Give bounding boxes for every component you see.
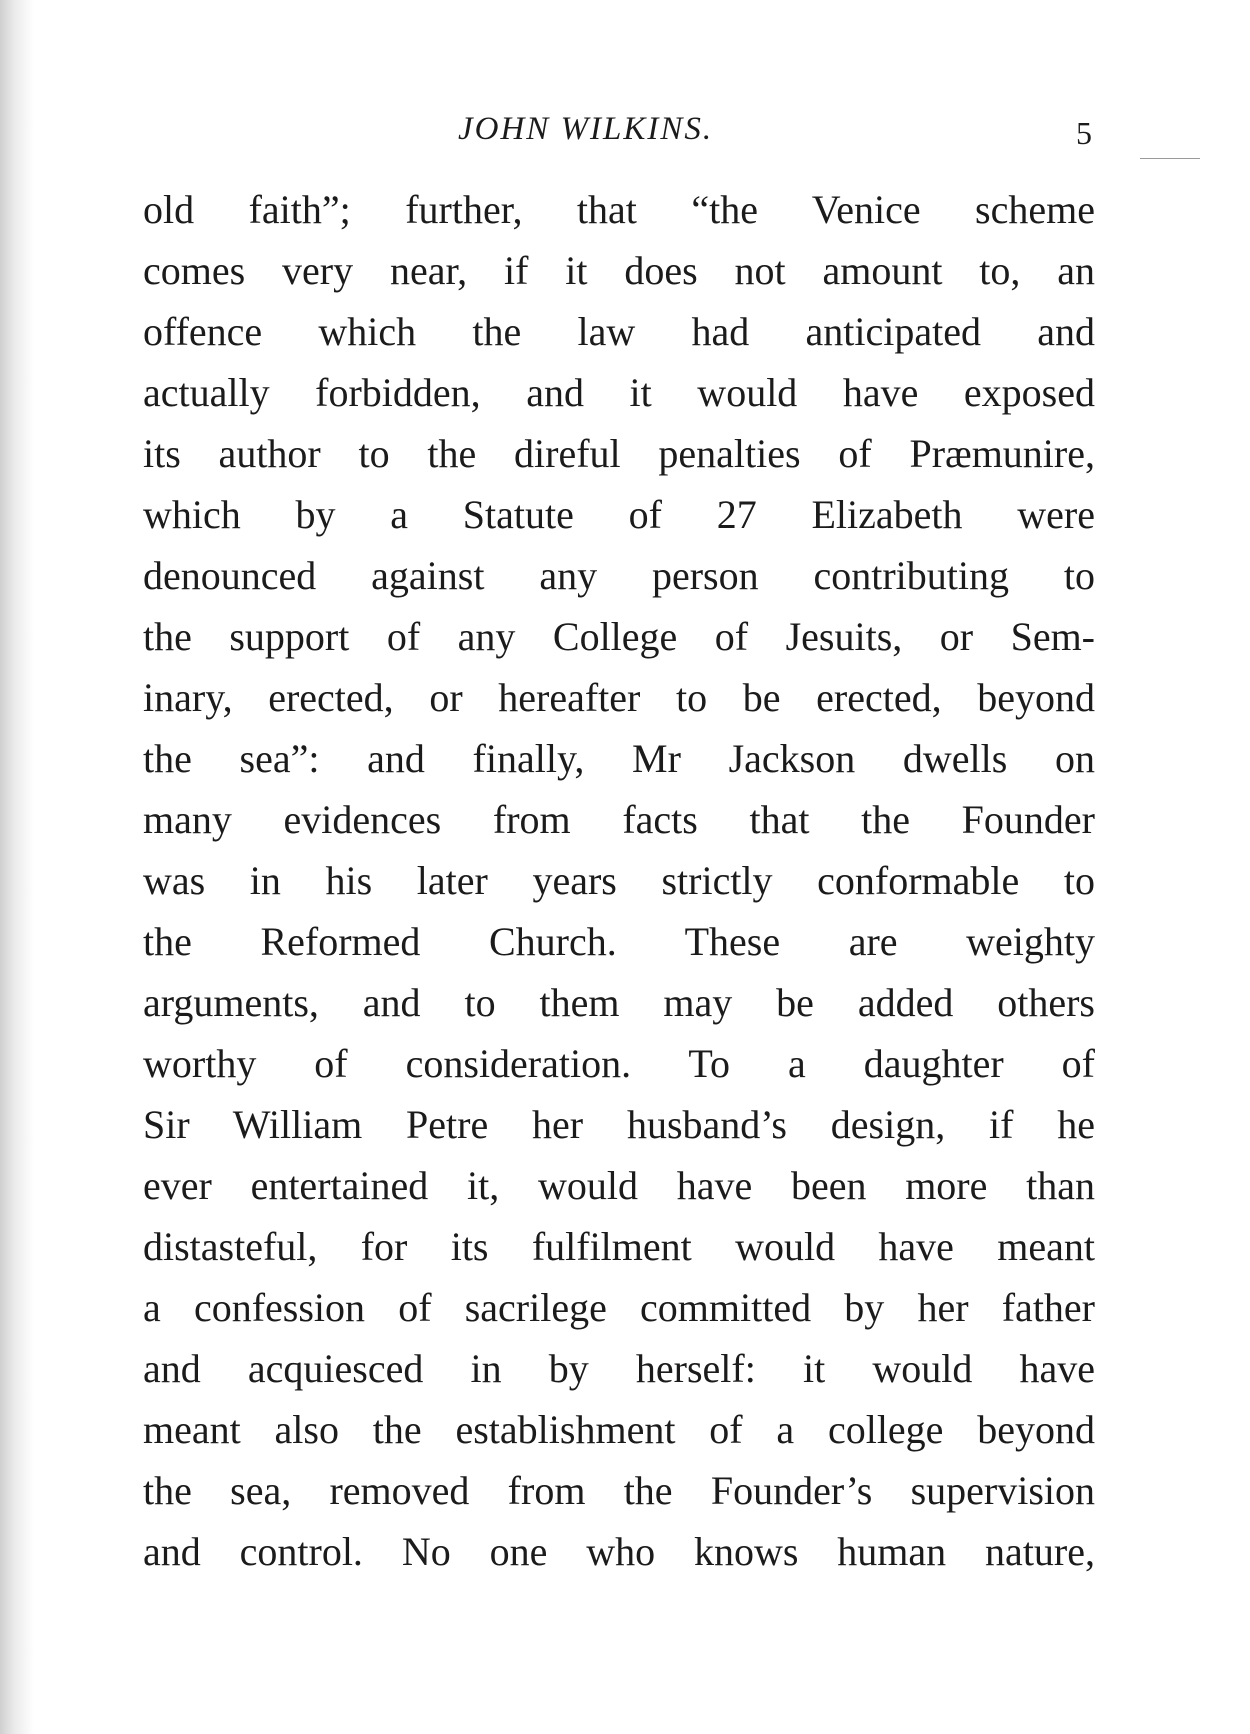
text-line: was in his later years strictly conformable to (143, 858, 1095, 903)
text-line: a confession of sacrilege committed by her father (143, 1285, 1095, 1330)
text-line: Sir William Petre her husband’s design, if he (143, 1102, 1095, 1147)
scan-gutter-shadow (0, 0, 34, 1734)
running-head (0, 104, 1250, 154)
text-line: the sea”: and finally, Mr Jackson dwells on (143, 736, 1095, 781)
text-line: many evidences from facts that the Founder (143, 797, 1095, 842)
text-line: its author to the direful penalties of Præmunire, (143, 431, 1095, 476)
text-line: actually forbidden, and it would have exposed (143, 370, 1095, 415)
text-line: and control. No one who knows human nature, (143, 1529, 1095, 1574)
text-line: meant also the establishment of a college beyond (143, 1407, 1095, 1452)
text-line: and acquiesced in by herself: it would have (143, 1346, 1095, 1391)
text-line: the support of any College of Jesuits, or Sem- (143, 614, 1095, 659)
text-line: the Reformed Church. These are weighty (143, 919, 1095, 964)
text-line: distasteful, for its fulfilment would have meant (143, 1224, 1095, 1269)
scan-edge-mark (1140, 158, 1200, 159)
text-line: inary, erected, or hereafter to be erected, beyond (143, 675, 1095, 720)
text-line: which by a Statute of 27 Elizabeth were (143, 492, 1095, 537)
text-line: arguments, and to them may be added others (143, 980, 1095, 1025)
body-text (143, 179, 1095, 1582)
text-line: denounced against any person contributing to (143, 553, 1095, 598)
text-line: the sea, removed from the Founder’s supervision (143, 1468, 1095, 1513)
text-line: comes very near, if it does not amount to, an (143, 248, 1095, 293)
text-line: old faith”; further, that “the Venice scheme (143, 187, 1095, 232)
text-line: worthy of consideration. To a daughter of (143, 1041, 1095, 1086)
page-number: 5 (1076, 115, 1092, 151)
running-title: JOHN WILKINS. (458, 111, 714, 147)
text-line: ever entertained it, would have been more than (143, 1163, 1095, 1208)
text-line: offence which the law had anticipated and (143, 309, 1095, 354)
